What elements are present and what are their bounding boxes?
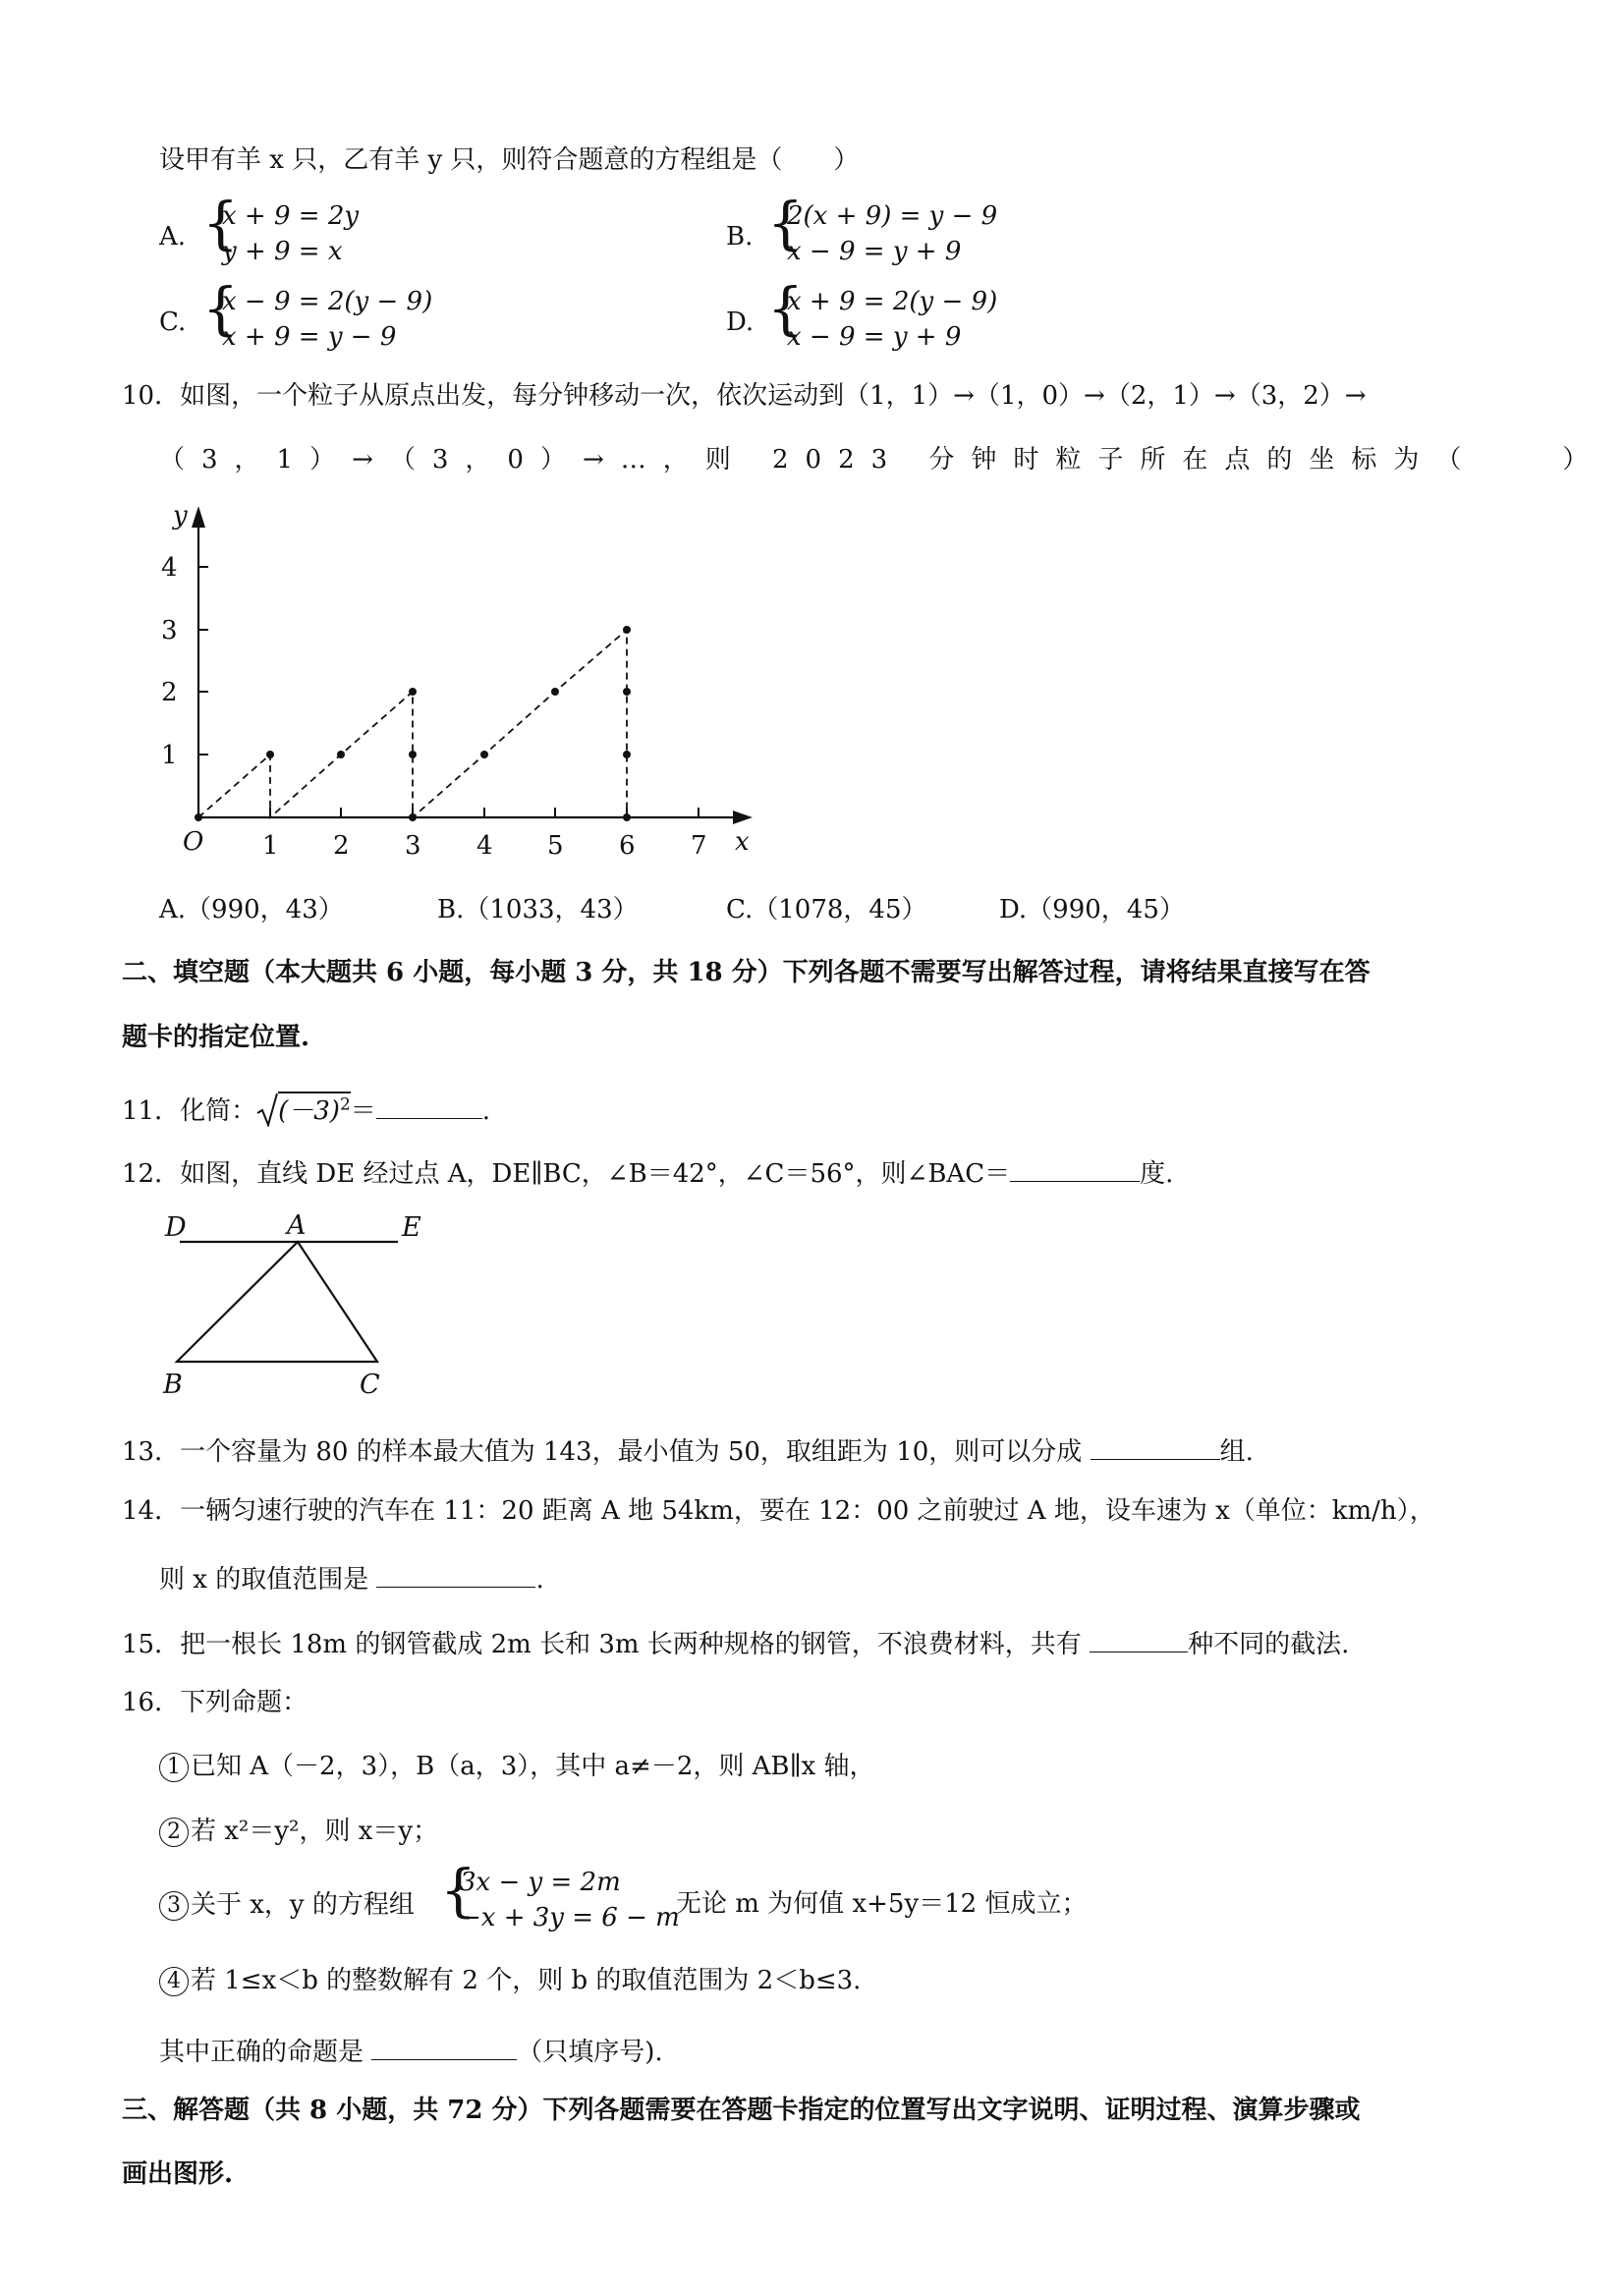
q14-line1: 14．一辆匀速行驶的汽车在 11：20 距离 A 地 54km，要在 12：00 之前驶过 A 地，设车速为 x（单位：km/h）， — [122, 1496, 1435, 1526]
point-e-label: E — [402, 1212, 421, 1243]
x-tick-label: 7 — [691, 831, 707, 861]
item-number-badge: 4 — [159, 1967, 189, 1996]
q16-item-3-pre: 关于 x，y 的方程组 — [191, 1890, 415, 1920]
particle-path — [198, 630, 627, 817]
x-axis-label: x — [735, 827, 750, 857]
q9-option-c-brace: { — [202, 275, 239, 342]
q11 — [122, 1092, 490, 1127]
q16-tail-text: 其中正确的命题是 — [159, 2038, 372, 2067]
x-tick-label: 4 — [476, 831, 493, 861]
x-axis-arrow — [733, 811, 753, 824]
q16-item-3-brace: { — [440, 1857, 476, 1924]
section3-heading: 三、解答题（共 8 小题，共 72 分）下列各题需要在答题卡指定的位置写出文字说明、证明过程、演算步骤或 — [122, 2096, 1361, 2125]
y-tick-label: 2 — [161, 678, 178, 707]
y-axis-label: y — [173, 501, 188, 531]
q9-option-d-label: D. — [726, 308, 755, 337]
q9-option-b-eq2: x − 9 = y + 9 — [787, 237, 962, 266]
q16-item-3-eq2: −x + 3y = 6 − m — [460, 1903, 680, 1932]
q9-option-c-eq1: x − 9 = 2(y − 9) — [222, 287, 433, 316]
point-d-label: D — [165, 1212, 187, 1243]
q16-item-3-post: 无论 m 为何值 x+5y＝12 恒成立； — [676, 1889, 1088, 1919]
x-tick-label: 2 — [333, 831, 350, 861]
q16-stem: 16．下列命题： — [122, 1688, 308, 1717]
q16-item-3 — [159, 1891, 415, 1921]
q11-answer-blank[interactable] — [376, 1092, 482, 1119]
x-tick-label: 3 — [405, 831, 421, 861]
point-b-label: B — [163, 1370, 183, 1400]
section2-heading-cont: 题卡的指定位置. — [122, 1023, 310, 1052]
q14-line2 — [159, 1561, 544, 1593]
q13-end: 组. — [1219, 1437, 1254, 1467]
q11-equals: ＝ — [350, 1096, 376, 1126]
q9-option-a-eq2: y + 9 = x — [222, 237, 343, 266]
q12 — [122, 1155, 1173, 1187]
point-a-label: A — [287, 1210, 307, 1241]
q12-text: 12．如图，直线 DE 经过点 A，DE∥BC，∠B＝42°，∠C＝56°，则∠BAC＝ — [122, 1159, 1011, 1189]
q15-answer-blank[interactable] — [1090, 1626, 1188, 1652]
item-number-badge: 3 — [159, 1891, 189, 1921]
q9-option-b-brace: { — [767, 190, 804, 256]
q14-line2-text: 则 x 的取值范围是 — [159, 1565, 377, 1595]
x-tick-label: 6 — [619, 831, 636, 861]
q13 — [122, 1433, 1254, 1465]
q9-option-b-label: B. — [726, 222, 754, 252]
q10-figure — [147, 496, 756, 879]
q13-text: 13．一个容量为 80 的样本最大值为 143，最小值为 50，取组距为 10，则可以分成 — [122, 1437, 1091, 1467]
q10-line1: 10．如图，一个粒子从原点出发，每分钟移动一次，依次运动到（1，1）→（1，0）→（2，1）→（3，2）→ — [122, 381, 1367, 411]
q12-answer-blank[interactable] — [1010, 1155, 1140, 1182]
q9-option-c-label: C. — [159, 308, 187, 337]
q10-option-a: A.（990，43） — [159, 895, 344, 924]
q16-tail-end: （只填序号). — [517, 2038, 663, 2067]
q12-figure — [155, 1208, 470, 1405]
q16-item-4 — [159, 1967, 861, 1996]
y-axis-arrow — [192, 506, 205, 528]
x-tick-label: 1 — [262, 831, 279, 861]
q10-option-c: C.（1078，45） — [726, 895, 927, 924]
q16-item-2 — [159, 1818, 438, 1847]
q9-option-a-label: A. — [159, 222, 187, 252]
q9-option-a-brace: { — [202, 190, 239, 256]
q10-option-d: D.（990，45） — [999, 895, 1185, 924]
q11-prefix: 11．化简： — [122, 1096, 257, 1126]
q9-option-d-brace: { — [767, 275, 804, 342]
q15 — [122, 1626, 1349, 1657]
q10-line2: （3，1）→（3，0）→…，则 2023 分钟时粒子所在点的坐标为（ ） — [159, 445, 1605, 475]
point-c-label: C — [360, 1370, 380, 1400]
q10-option-b: B.（1033，43） — [437, 895, 639, 924]
section3-heading-cont: 画出图形. — [122, 2159, 234, 2189]
triangle-abc — [177, 1242, 377, 1362]
q9-stem: 设甲有羊 x 只，乙有羊 y 只，则符合题意的方程组是（ ） — [159, 145, 860, 175]
y-tick-label: 4 — [161, 553, 178, 583]
q9-option-d-eq1: x + 9 = 2(y − 9) — [787, 287, 998, 316]
q9-option-d-eq2: x − 9 = y + 9 — [787, 322, 962, 352]
y-tick-label: 1 — [161, 741, 178, 770]
q14-end: . — [535, 1565, 544, 1595]
q11-end: . — [481, 1096, 491, 1126]
q9-option-a-eq1: x + 9 = 2y — [222, 201, 360, 231]
origin-label: O — [183, 827, 204, 857]
q16-item-1 — [159, 1753, 874, 1782]
q13-answer-blank[interactable] — [1091, 1433, 1220, 1460]
item-number-badge: 1 — [159, 1753, 189, 1782]
y-tick-label: 3 — [161, 616, 178, 645]
radical-sign — [256, 1093, 278, 1127]
q16-tail — [159, 2034, 663, 2065]
item-number-badge: 2 — [159, 1818, 189, 1847]
q15-end: 种不同的截法. — [1188, 1630, 1350, 1659]
q11-radicand: (－3) — [278, 1096, 340, 1126]
q9-option-c-eq2: x + 9 = y − 9 — [222, 322, 397, 352]
q12-end: 度. — [1140, 1159, 1174, 1189]
x-tick-label: 5 — [547, 831, 564, 861]
q11-exponent: 2 — [339, 1094, 351, 1115]
q16-item-3-eq1: 3x − y = 2m — [460, 1868, 621, 1897]
q9-option-b-eq1: 2(x + 9) = y − 9 — [787, 201, 998, 231]
q14-answer-blank[interactable] — [376, 1561, 535, 1588]
q16-item-2-text: 若 x²＝y²，则 x＝y； — [191, 1817, 439, 1846]
q16-answer-blank[interactable] — [371, 2034, 517, 2060]
q15-text: 15．把一根长 18m 的钢管截成 2m 长和 3m 长两种规格的钢管，不浪费材料，共有 — [122, 1630, 1091, 1659]
q16-item-4-text: 若 1≤x＜b 的整数解有 2 个，则 b 的取值范围为 2＜b≤3. — [191, 1966, 862, 1995]
section2-heading: 二、填空题（本大题共 6 小题，每小题 3 分，共 18 分）下列各题不需要写出解答过程，请将结果直接写在答 — [122, 958, 1371, 987]
q16-item-1-text: 已知 A（－2，3），B（a，3），其中 a≠－2，则 AB∥x 轴， — [191, 1752, 875, 1781]
